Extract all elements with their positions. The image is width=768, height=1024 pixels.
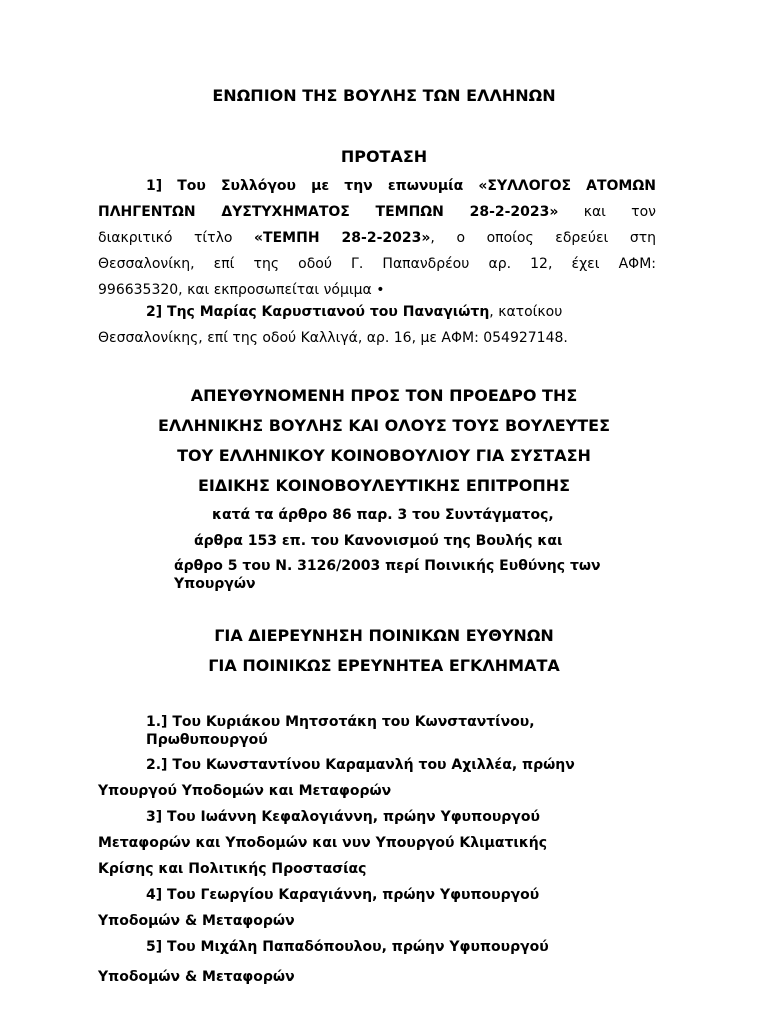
person-5-line-1: 5] Του Μιχάλη Παπαδόπουλου, πρώην Υφυπουργού: [146, 939, 549, 955]
document-heading: ΕΝΩΠΙΟΝ ΤΗΣ ΒΟΥΛΗΣ ΤΩΝ ΕΛΛΗΝΩΝ: [212, 86, 556, 105]
person-5-line-2: Υποδομών & Μεταφορών: [98, 969, 295, 985]
party-2-line-1: [98, 299, 656, 325]
persons-list: [98, 752, 656, 990]
person-1-line-1: 1.] Του Κυριάκου Μητσοτάκη του Κωνσταντίνου,: [146, 714, 535, 730]
party-2-line-2: Θεσσαλονίκης, επί της οδού Καλλιγά, αρ. 16, με ΑΦΜ: 054927148.: [98, 330, 568, 346]
person-3-line-3: Κρίσης και Πολιτικής Προστασίας: [98, 861, 367, 877]
party-1-line-3-pre: διακριτικό τίτλο: [98, 230, 233, 246]
party-1-line-3: [98, 225, 656, 251]
person-4-line-1: 4] Του Γεωργίου Καραγιάννη, πρώην Υφυπουργού: [146, 887, 540, 903]
person-2-line-1: 2.] Του Κωνσταντίνου Καραμανλή του Αχιλλέα, πρώην: [146, 757, 575, 773]
association-name: ΠΛΗΓΕΝΤΩΝ ΔΥΣΤΥΧΗΜΑΤΟΣ ΤΕΜΠΩΝ 28-2-2023»: [98, 204, 559, 220]
party-1-line-2-rest: και τον: [583, 204, 656, 220]
proposal-title: ΠΡΟΤΑΣΗ: [340, 147, 428, 166]
legal-basis-line-2: άρθρα 153 επ. του Κανονισμού της Βουλής και: [194, 533, 563, 549]
addressed-line-2: ΕΛΛΗΝΙΚΗΣ ΒΟΥΛΗΣ ΚΑΙ ΟΛΟΥΣ ΤΟΥΣ ΒΟΥΛΕΥΤΕΣ: [157, 416, 610, 435]
legal-basis-line-1: κατά τα άρθρο 86 παρ. 3 του Συντάγματος,: [212, 507, 554, 523]
party-1-line-2: [98, 199, 656, 225]
party-2-name: 2] Της Μαρίας Καρυστιανού του Παναγιώτη: [146, 304, 490, 320]
distinctive-title: «ΤΕΜΠΗ 28-2-2023»: [254, 230, 431, 246]
party-2-line-1-rest: , κατοίκου: [489, 304, 563, 320]
person-3-line-2: Μεταφορών και Υποδομών και νυν Υπουργού Κλιματικής: [98, 835, 548, 851]
party-1-line-3-post: , ο οποίος εδρεύει στη: [430, 230, 657, 246]
person-4-line-2: Υποδομών & Μεταφορών: [98, 913, 295, 929]
person-2-line-2: Υπουργού Υποδομών και Μεταφορών: [98, 783, 392, 799]
investigation-heading-2: ΓΙΑ ΠΟΙΝΙΚΩΣ ΕΡΕΥΝΗΤΕΑ ΕΓΚΛΗΜΑΤΑ: [208, 656, 560, 675]
party-2-paragraph: [98, 299, 656, 351]
party-1-line-5: 996635320, και εκπροσωπείται νόμιμα •: [98, 282, 385, 298]
legal-basis-line-3: άρθρο 5 του Ν. 3126/2003 περί Ποινικής Ευθύνης των: [174, 558, 601, 574]
party-1-paragraph: [98, 173, 656, 303]
person-3-line-1: 3] Του Ιωάννη Κεφαλογιάννη, πρώην Υφυπουργού: [146, 809, 540, 825]
addressed-line-3: ΤΟΥ ΕΛΛΗΝΙΚΟΥ ΚΟΙΝΟΒΟΥΛΙΟΥ ΓΙΑ ΣΥΣΤΑΣΗ: [177, 446, 591, 465]
investigation-heading-1: ΓΙΑ ΔΙΕΡΕΥΝΗΣΗ ΠΟΙΝΙΚΩΝ ΕΥΘΥΝΩΝ: [214, 626, 554, 645]
addressed-line-4: ΕΙΔΙΚΗΣ ΚΟΙΝΟΒΟΥΛΕΥΤΙΚΗΣ ΕΠΙΤΡΟΠΗΣ: [197, 476, 571, 495]
party-1-line-1: 1] Του Συλλόγου με την επωνυμία «ΣΥΛΛΟΓΟΣ ΑΤΟΜΩΝ: [146, 178, 656, 194]
addressed-line-1: ΑΠΕΥΘΥΝΟΜΕΝΗ ΠΡΟΣ ΤΟΝ ΠΡΟΕΔΡΟ ΤΗΣ: [190, 386, 578, 405]
person-1-line-2: Πρωθυπουργού: [146, 732, 268, 748]
party-1-line-4: Θεσσαλονίκη, επί της οδού Γ. Παπανδρέου αρ. 12, έχει ΑΦΜ:: [98, 256, 656, 272]
legal-basis-line-4: Υπουργών: [174, 576, 256, 592]
